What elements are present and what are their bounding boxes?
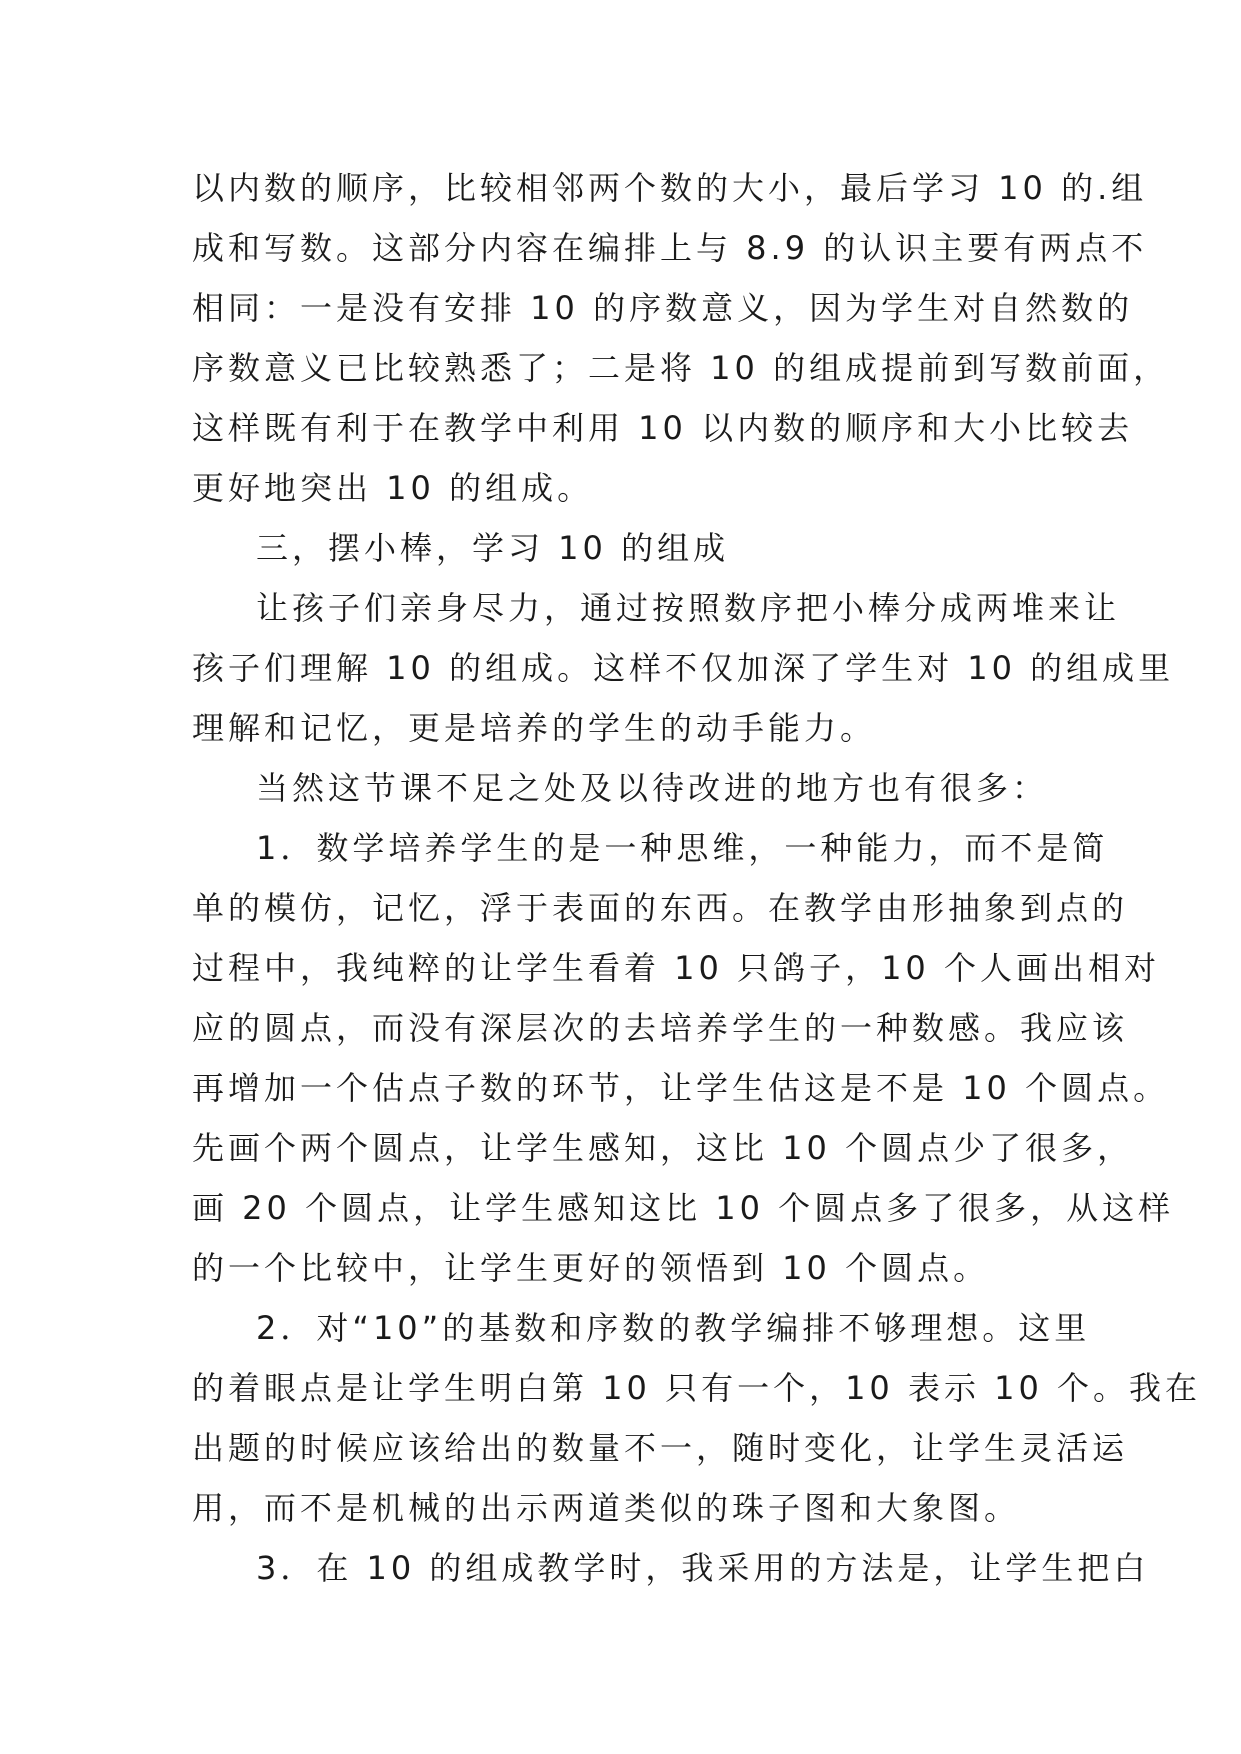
- list-item-1: 1．数学培养学生的是一种思维，一种能力，而不是简: [256, 829, 1109, 867]
- text-line: 让孩子们亲身尽力，通过按照数序把小棒分成两堆来让: [256, 589, 1121, 627]
- text-line: 相同：一是没有安排 10 的序数意义，因为学生对自然数的: [192, 289, 1134, 327]
- list-item-3: 3．在 10 的组成教学时，我采用的方法是，让学生把白: [256, 1549, 1150, 1587]
- text-line: 的着眼点是让学生明白第 10 只有一个，10 表示 10 个。我在: [192, 1369, 1202, 1407]
- text-line: 序数意义已比较熟悉了；二是将 10 的组成提前到写数前面，: [192, 349, 1170, 387]
- text-line: 成和写数。这部分内容在编排上与 8.9 的认识主要有两点不: [192, 229, 1148, 267]
- text-line: 出题的时候应该给出的数量不一，随时变化，让学生灵活运: [192, 1429, 1129, 1467]
- text-line: 先画个两个圆点，让学生感知，这比 10 个圆点少了很多，: [192, 1129, 1134, 1167]
- text-line: 应的圆点，而没有深层次的去培养学生的一种数感。我应该: [192, 1009, 1129, 1047]
- list-item-2: 2．对“10”的基数和序数的教学编排不够理想。这里: [256, 1309, 1091, 1347]
- text-line: 理解和记忆，更是培养的学生的动手能力。: [192, 709, 877, 747]
- section-heading: 三，摆小棒，学习 10 的组成: [256, 529, 730, 567]
- text-line: 更好地突出 10 的组成。: [192, 469, 594, 507]
- text-line: 过程中，我纯粹的让学生看着 10 只鸽子，10 个人画出相对: [192, 949, 1160, 987]
- text-line: 当然这节课不足之处及以待改进的地方也有很多：: [256, 769, 1049, 807]
- text-line: 用，而不是机械的出示两道类似的珠子图和大象图。: [192, 1489, 1021, 1527]
- text-line: 这样既有利于在教学中利用 10 以内数的顺序和大小比较去: [192, 409, 1134, 447]
- text-line: 孩子们理解 10 的组成。这样不仅加深了学生对 10 的组成里: [192, 649, 1175, 687]
- text-line: 画 20 个圆点，让学生感知这比 10 个圆点多了很多，从这样: [192, 1189, 1175, 1227]
- text-line: 以内数的顺序，比较相邻两个数的大小，最后学习 10 的.组: [192, 169, 1148, 207]
- text-line: 的一个比较中，让学生更好的领悟到 10 个圆点。: [192, 1249, 990, 1287]
- text-line: 单的模仿，记忆，浮于表面的东西。在教学由形抽象到点的: [192, 889, 1129, 927]
- text-line: 再增加一个估点子数的环节，让学生估这是不是 10 个圆点。: [192, 1069, 1170, 1107]
